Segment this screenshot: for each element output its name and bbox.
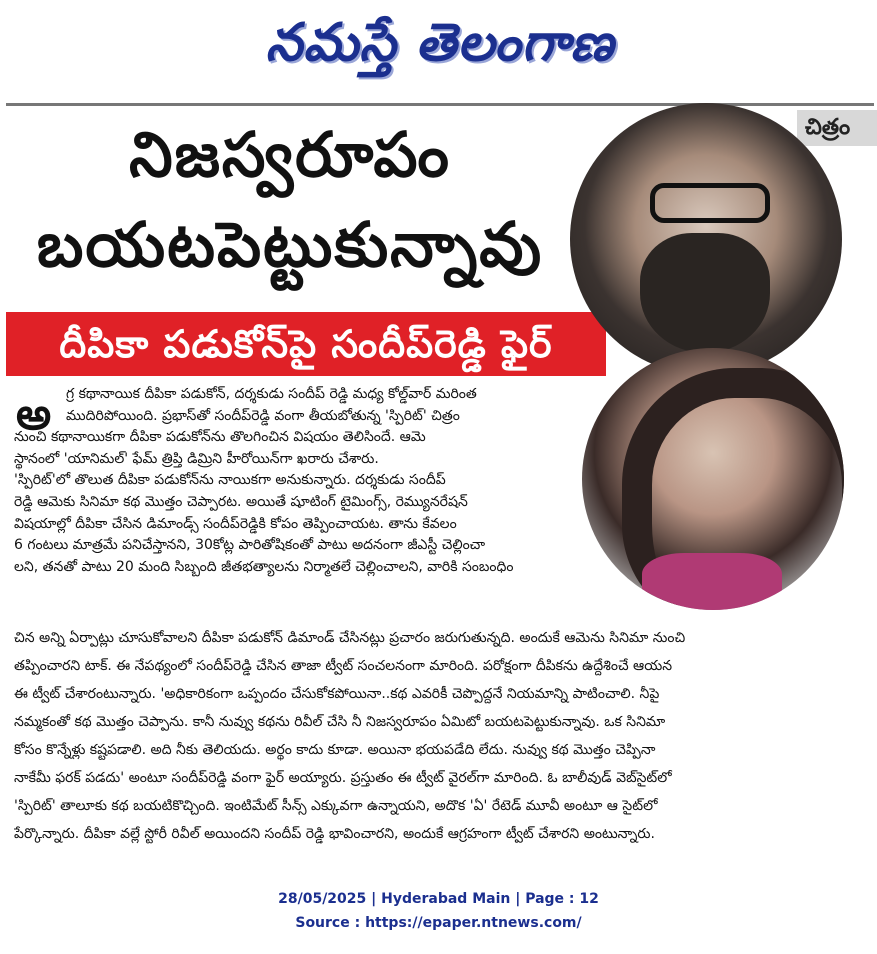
- article-headline: [10, 110, 570, 310]
- article-body-line: రెడ్డి ఆమెకు సినిమా కథ మొత్తం చెప్పారట. అయితే షూటింగ్ టైమింగ్స్, రెమ్యునరేషన్: [14, 494, 468, 510]
- article-body-line: 'స్పిరిట్'లో తొలుత దీపికా పడుకోన్‌ను నాయికగా అనుకున్నారు. దర్శకుడు సందీప్: [14, 472, 446, 489]
- footer-source: Source : https://epaper.ntnews.com/: [295, 915, 582, 931]
- masthead-divider: [6, 103, 874, 106]
- headline-line-1: నిజస్వరూపం: [129, 118, 451, 191]
- article-subheadline: దీపికా పడుకోన్‌పై సందీప్‌రెడ్డి ఫైర్: [6, 312, 606, 376]
- article-body-line: 'స్పిరిట్' తాలూకు కథ బయటికొచ్చింది. ఇంటిమేట్ సీన్స్ ఎక్కువగా ఉన్నాయని, అదొక 'ఏ' రేటెడ్ మూవీ అంటూ ఆ సైట్‌లో: [14, 798, 658, 814]
- article-body-line: చిన అన్ని ఏర్పాట్లు చూసుకోవాలని దీపికా పడుకోన్ డిమాండ్ చేసినట్లు ప్రచారం జరుగుతున్నది. అందుకే ఆమెను సినిమా నుంచి: [14, 630, 686, 646]
- section-tag: చిత్రం: [797, 110, 877, 146]
- article-body-line: నుంచి కథానాయికగా దీపికా పడుకోన్‌ను తొలగించిన విషయం తెలిసిందే. ఆమె: [14, 429, 426, 446]
- photo-glasses-shape: [650, 183, 770, 223]
- article-body-line: తప్పించారని టాక్. ఈ నేపథ్యంలో సందీప్‌రెడ్డి చేసిన తాజా ట్వీట్ సంచలనంగా మారింది. పరోక్షంగా దీపికను ఉద్దేశించే ఆయన: [14, 658, 673, 674]
- article-body-line: స్థానంలో 'యానిమల్' ఫేమ్ త్రిప్తి డిమ్రిని హీరోయిన్‌గా ఖరారు చేశారు.: [14, 450, 379, 467]
- article-body-line: కోసం కొన్నేళ్లు కష్టపడాలి. అది నీకు తెలియదు. అర్థం కాదు కూడా. అయినా భయపడేది లేదు. నువ్వు కథ మొత్తం చెప్పినా: [14, 742, 656, 758]
- article-body-line: ముదిరిపోయింది. ప్రభాస్‌తో సందీప్‌రెడ్డి వంగా తీయబోతున్న 'స్పిరిట్' చిత్రం: [66, 407, 460, 424]
- article-body-line: విషయాల్లో దీపికా చేసిన డిమాండ్స్ సందీప్‌రెడ్డికి కోపం తెప్పించాయట. తాను కేవలం: [14, 515, 457, 532]
- photo-clothing-shape: [642, 553, 782, 610]
- actress-photo: [582, 348, 844, 610]
- article-body-line: 6 గంటలు మాత్రమే పనిచేస్తానని, 30కోట్ల పారితోషికంతో పాటు అదనంగా జీఎస్టీ చెల్లించా: [14, 537, 486, 554]
- article-body-line: పేర్కొన్నారు. దీపికా వల్లే స్టోరీ రివీల్ అయిందని సందీప్ రెడ్డి భావించారని, అందుకే ఆగ్రహంగా ట్వీట్ చేశారని అంటున్నారు.: [14, 826, 655, 842]
- drop-cap: అ: [16, 389, 52, 440]
- headline-line-2: బయటపెట్టుకున్నావు: [36, 208, 544, 281]
- article-body-line: ఈ ట్వీట్ చేశారంటున్నారు. 'అధికారికంగా ఒప్పందం చేసుకోకపోయినా..కథ ఎవరికీ చెప్పొద్దనే నియమాన్ని పాటించాలి. నీపై: [14, 686, 660, 702]
- footer-info: 28/05/2025 | Hyderabad Main | Page : 12: [278, 891, 599, 907]
- article-body-line: లని, తనతో పాటు 20 మంది సిబ్బంది జీతభత్యాలను నిర్మాతలే చెల్లించాలని, వారికి సంబంధిం: [14, 558, 514, 575]
- newspaper-logo: నమస్తే తెలంగాణ: [265, 13, 615, 73]
- article-body-line: నాకేమీ ఫరక్ పడదు' అంటూ సందీప్‌రెడ్డి వంగా ఫైర్ అయ్యారు. ప్రస్తుతం ఈ ట్వీట్ వైరల్‌గా మారింది. ఓ బాలీవుడ్ వెబ్‌సైట్‌లో: [14, 770, 672, 786]
- director-photo: [570, 103, 842, 375]
- article-body-line: గ్ర కథానాయిక దీపికా పడుకోన్, దర్శకుడు సందీప్ రెడ్డి మధ్య కోల్డ్‌వార్ మరింత: [66, 386, 477, 402]
- masthead: [0, 0, 877, 92]
- article-body-line: నమ్మకంతో కథ మొత్తం చెప్పాను. కానీ నువ్వు కథను రివీల్ చేసి నీ నిజస్వరూపం ఏమిటో బయటపెట్టుకున్నావు. ఒక సినిమా: [14, 714, 666, 730]
- photo-beard-shape: [640, 233, 770, 353]
